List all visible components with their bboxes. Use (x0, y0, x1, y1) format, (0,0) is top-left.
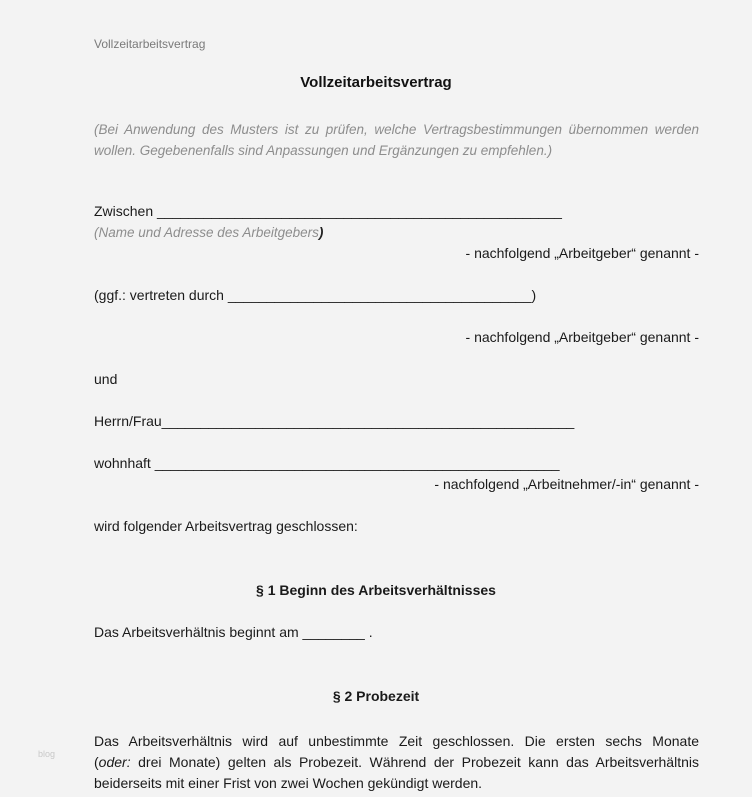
watermark: blog (38, 749, 56, 759)
employer-designation: - nachfolgend „Arbeitgeber“ genannt - (465, 245, 699, 261)
section-1-text: Das Arbeitsverhältnis beginnt am ________ . (94, 624, 373, 640)
section-2-heading: § 2 Probezeit (332, 688, 420, 704)
residence-line: wohnhaft ____________________________________________________ (94, 455, 560, 471)
section-2-line-2-rest: drei Monate) gelten als Probezeit. Während der Probezeit kann das Arbeitsverhältnis (130, 754, 699, 770)
section-2-paragraph (94, 731, 699, 794)
employer-hint-paren: ) (318, 225, 324, 240)
section-2-line-3: beiderseits mit einer Frist von zwei Wochen gekündigt werden. (94, 775, 483, 791)
represented-by-line: (ggf.: vertreten durch _______________________________________) (94, 287, 537, 303)
und-text: und (94, 371, 118, 387)
employee-designation: - nachfolgend „Arbeitnehmer/-in“ genannt - (434, 476, 699, 492)
employee-name-line: Herrn/Frau_____________________________________________________ (94, 413, 575, 429)
employer-hint (94, 225, 323, 241)
usage-note-line-1: (Bei Anwendung des Musters ist zu prüfen, welche Vertragsbestimmungen übernommen werden (94, 122, 699, 137)
usage-note (94, 119, 699, 161)
employer-designation-2: - nachfolgend „Arbeitgeber“ genannt - (465, 329, 699, 345)
section-1-heading: § 1 Beginn des Arbeitsverhältnisses (256, 582, 496, 598)
usage-note-line-2: wollen. Gegebenenfalls sind Anpassungen und Ergänzungen zu empfehlen.) (94, 143, 553, 158)
document-title: Vollzeitarbeitsvertrag (300, 74, 452, 91)
section-2-line-1: Das Arbeitsverhältnis wird auf unbestimmte Zeit geschlossen. Die ersten sechs Monate (94, 733, 699, 749)
employer-hint-text: (Name und Adresse des Arbeitgebers (94, 225, 319, 240)
contract-concluded-text: wird folgender Arbeitsvertrag geschlossen: (94, 518, 358, 534)
section-2-line-2 (94, 752, 699, 773)
employer-line: Zwischen ____________________________________________________ (94, 203, 562, 219)
section-2-line-2-open: ( (94, 754, 99, 770)
section-2-line-2-italic: oder: (98, 754, 131, 770)
running-header: Vollzeitarbeitsvertrag (94, 37, 206, 51)
